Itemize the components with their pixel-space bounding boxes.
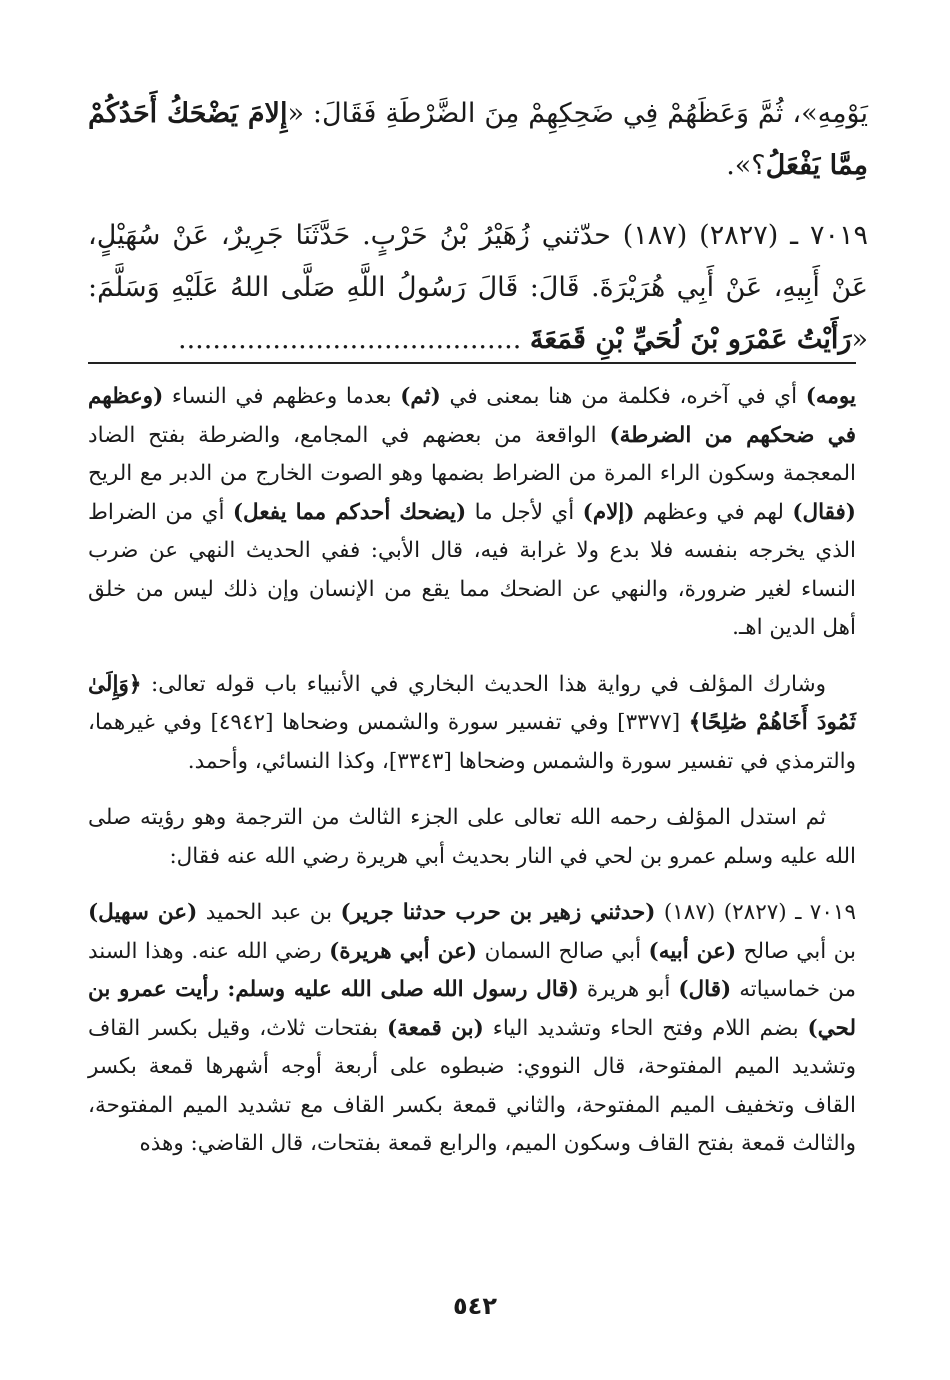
commentary-paragraph-4: ٧٠١٩ ـ (٢٨٢٧) (١٨٧) (حدثني زهير بن حرب حدثنا جرير) بن عبد الحميد (عن سهيل) بن أبي صالح (عن أبيه) أبي صالح السمان (عن أبي هريرة) رضي الله عنه. وهذا السند من خماسياته (قال) أبو هريرة (قال رسول الله صلى الله عليه وسلم: رأيت عمرو بن لحي) بضم اللام وفتح الحاء وتشديد الياء (بن قمعة) بفتحات ثلاث، وقيل بكسر القاف وتشديد الميم المفتوحة، قال النووي: ضبطوه على أربعة أوجه أشهرها قمعة بكسر القاف وتخفيف الميم المفتوحة، والثاني قمعة بكسر القاف مع تشديد الميم المفتوحة، والثالث قمعة بفتح القاف وسكون الميم، والرابع قمعة بفتحات، قال القاضي: وهذه <box>88 900 856 1156</box>
commentary-paragraph-2: وشارك المؤلف في رواية هذا الحديث البخاري في الأنبياء باب قوله تعالى: ﴿وَإِلَىٰ ثَمُودَ أَخَاهُمْ صَٰلِحًا﴾ [٣٣٧٧] وفي تفسير سورة والشمس وضحاها [٤٩٤٢] وفي غيرهما، والترمذي في تفسير سورة والشمس وضحاها [٣٣٤٣]، وكذا النسائي، وأحمد. <box>88 671 856 774</box>
hadith-text-section <box>88 88 868 366</box>
commentary-paragraph-1: يومه) أي في آخره، فكلمة من هنا بمعنى في (ثم) بعدما وعظهم في النساء (وعظهم في ضحكهم من الضرطة) الواقعة من بعضهم في المجامع، والضرطة بفتح الضاد المعجمة وسكون الراء المرة من الضراط بضمها وهو الصوت الخارج من الدبر مع الريح (فقال) لهم في وعظهم (إلام) أي لأجل ما (يضحك أحدكم مما يفعل) أي من الضراط الذي يخرجه بنفسه فلا بدع ولا غرابة فيه، قال الأبي: ففي الحديث النهي عن ضرب النساء لغير ضرورة، والنهي عن الضحك مما يقع من الإنسان وإن ذلك ليس من خلق أهل الدين اهـ. <box>88 384 856 640</box>
footnote-divider <box>88 362 856 364</box>
commentary-paragraph-3: ثم استدل المؤلف رحمه الله تعالى على الجزء الثالث من الترجمة وهو رؤيته صلى الله عليه وسلم عمرو بن لحي في النار بحديث أبي هريرة رضي الله عنه فقال: <box>88 805 856 869</box>
quran-verse: ﴿وَإِلَىٰ ثَمُودَ أَخَاهُمْ صَٰلِحًا﴾ <box>88 671 856 735</box>
hadith-7019: ٧٠١٩ ـ (٢٨٢٧) (١٨٧) حدّثني زُهَيْرُ بْنُ حَرْبٍ. حَدَّثَنَا جَرِيرٌ، عَنْ سُهَيْلٍ، عَنْ أَبِيهِ، عَنْ أَبِي هُرَيْرَةَ. قَالَ: قَالَ رَسُولُ اللَّهِ صَلَّى اللهُ عَلَيْهِ وَسَلَّمَ: «رَأَيْتُ عَمْرَو بْنَ لُحَيِّ بْنِ قَمَعَةَ ........................................ <box>88 220 868 355</box>
page-number: ٥٤٢ <box>453 1292 497 1320</box>
prophet-quote-amr: رَأَيْتُ عَمْرَو بْنَ لُحَيِّ بْنِ قَمَعَةَ <box>529 324 852 355</box>
commentary-section <box>88 378 856 1164</box>
ellipsis-dots: ........................................ <box>178 324 522 355</box>
hadith-continuation: يَوْمِهِ»، ثُمَّ وَعَظَهُمْ فِي ضَحِكِهِمْ مِنَ الضَّرْطَةِ فَقَالَ: «إِلامَ يَضْحَكُ أَحَدُكُمْ مِمَّا يَفْعَلُ؟». <box>88 98 868 181</box>
prophet-quote: إِلامَ يَضْحَكُ أَحَدُكُمْ مِمَّا يَفْعَلُ <box>88 98 868 181</box>
